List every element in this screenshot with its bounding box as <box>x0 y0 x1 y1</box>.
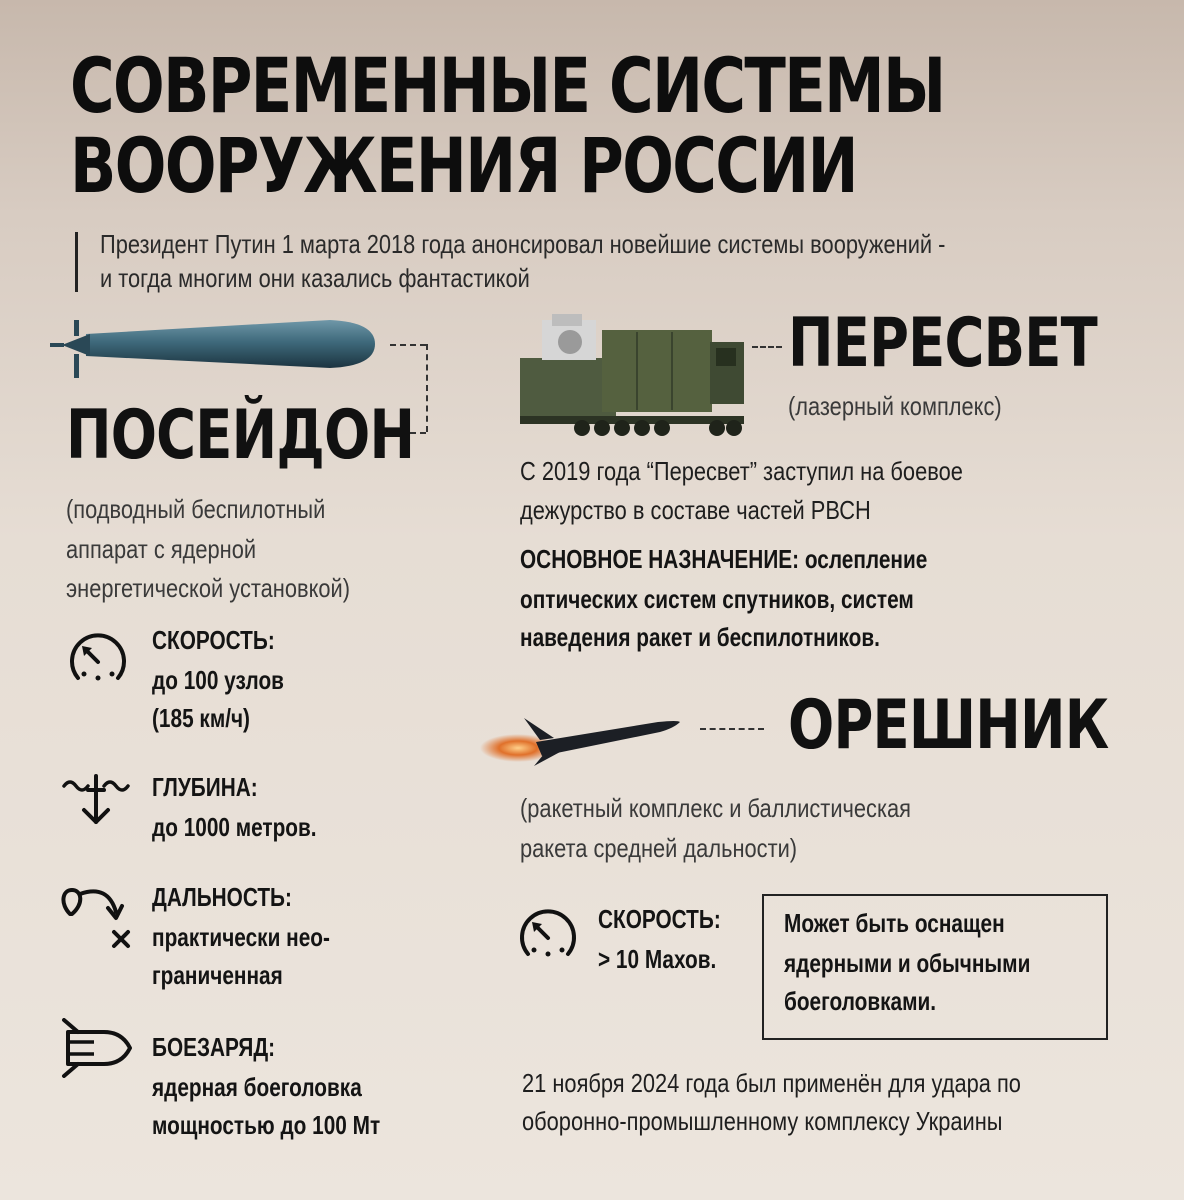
poseidon-speed-value-2: (185 км/ч) <box>152 703 250 733</box>
poseidon-connector-vertical <box>426 344 428 432</box>
oreshnik-connector <box>700 728 764 730</box>
oreshnik-footer-line-1: 21 ноября 2024 года был применён для удара по <box>522 1068 1021 1098</box>
oreshnik-note-line-2: ядерными и обычными <box>784 948 1031 978</box>
oreshnik-note-line-3: боеголовками. <box>784 986 937 1016</box>
poseidon-warhead-value-1: ядерная боеголовка <box>152 1072 362 1102</box>
oreshnik-desc-line-2: ракета средней дальности) <box>520 833 798 863</box>
poseidon-range-value-1: практически нео- <box>152 922 330 952</box>
poseidon-desc-line-2: аппарат с ядерной <box>66 534 257 564</box>
peresvet-subtitle: (лазерный комплекс) <box>788 391 1002 421</box>
anchor-depth-icon <box>62 772 134 828</box>
intro-line-2: и тогда многим они казались фантастикой <box>100 263 530 293</box>
oreshnik-speed-label: СКОРОСТЬ: <box>598 904 721 934</box>
poseidon-desc-line-1: (подводный беспилотный <box>66 494 326 524</box>
oreshnik-speedometer-icon <box>514 906 582 962</box>
oreshnik-note-line-1: Может быть оснащен <box>784 908 1005 938</box>
peresvet-purpose-text-1: ослепление <box>799 544 928 574</box>
intro-line-1: Президент Путин 1 марта 2018 года анонсировал новейшие системы вооружений - <box>100 229 946 259</box>
peresvet-text-line-2: дежурство в составе частей РВСН <box>520 495 871 525</box>
poseidon-speed-value-1: до 100 узлов <box>152 665 284 695</box>
poseidon-warhead-value-2: мощностью до 100 Мт <box>152 1110 381 1140</box>
oreshnik-missile-image <box>478 708 688 778</box>
speedometer-icon <box>64 630 132 686</box>
peresvet-title: ПЕРЕСВЕТ <box>788 304 1097 383</box>
oreshnik-title: ОРЕШНИК <box>788 686 1109 765</box>
intro-divider <box>75 232 78 292</box>
peresvet-purpose-line-2: оптических систем спутников, систем <box>520 584 914 614</box>
warhead-icon <box>60 1018 134 1078</box>
page-title-line-1: СОВРЕМЕННЫЕ СИСТЕМЫ <box>70 41 945 130</box>
poseidon-depth-value: до 1000 метров. <box>152 812 317 842</box>
peresvet-truck-image <box>512 312 752 442</box>
peresvet-connector <box>752 346 782 348</box>
page-title-line-2: ВООРУЖЕНИЯ РОССИИ <box>70 121 857 210</box>
route-icon <box>58 884 138 954</box>
poseidon-warhead-label: БОЕЗАРЯД: <box>152 1032 276 1062</box>
peresvet-purpose-line-1 <box>520 546 927 572</box>
peresvet-purpose-label: ОСНОВНОЕ НАЗНАЧЕНИЕ: <box>520 544 800 574</box>
oreshnik-speed-value: > 10 Махов. <box>598 944 717 974</box>
peresvet-text-line-1: С 2019 года “Пересвет” заступил на боевое <box>520 456 963 486</box>
poseidon-title: ПОСЕЙДОН <box>66 396 415 475</box>
poseidon-depth-label: ГЛУБИНА: <box>152 772 258 802</box>
oreshnik-desc-line-1: (ракетный комплекс и баллистическая <box>520 793 911 823</box>
poseidon-desc-line-3: энергетической установкой) <box>66 573 350 603</box>
poseidon-speed-label: СКОРОСТЬ: <box>152 625 275 655</box>
peresvet-purpose-line-3: наведения ракет и беспилотников. <box>520 622 880 652</box>
poseidon-connector-top <box>390 344 426 346</box>
poseidon-range-value-2: граниченная <box>152 960 283 990</box>
poseidon-torpedo-image <box>50 312 380 384</box>
poseidon-range-label: ДАЛЬНОСТЬ: <box>152 882 292 912</box>
oreshnik-footer-line-2: оборонно-промышленному комплексу Украины <box>522 1106 1003 1136</box>
